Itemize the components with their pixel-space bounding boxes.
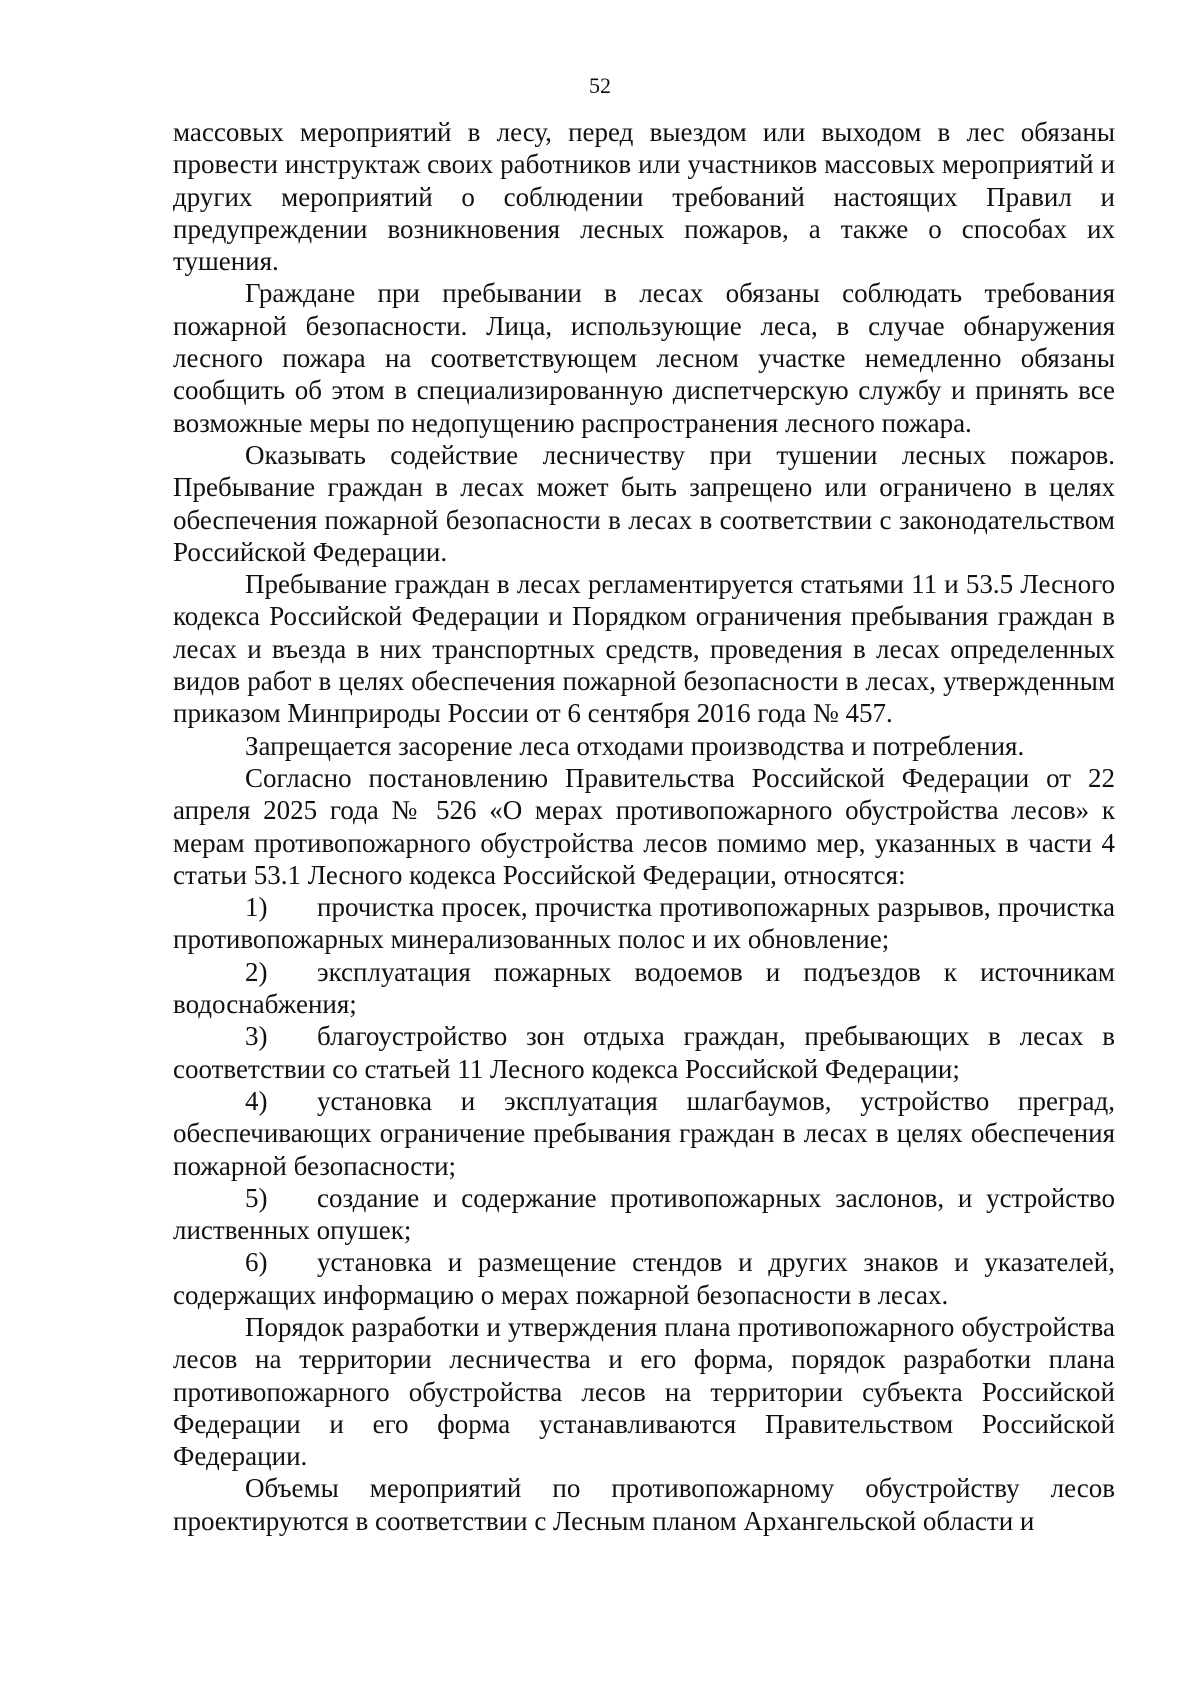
paragraph-5: Запрещается засорение леса отходами производства и потребления. (245, 730, 1025, 761)
list-item-2 (173, 956, 1115, 1021)
list-number: 2) (245, 956, 268, 987)
paragraph-6: Согласно постановлению Правительства Российской Федерации от 22 апреля 2025 года № 526 «О мерах противопожарного обустройства лесов» к мерам противопожарного обустройства лесов помимо мер, указанных в части 4 статьи 53.1 Лесного кодекса Российской Федерации, относятся: (173, 762, 1115, 890)
paragraph-1: массовых мероприятий в лесу, перед выездом или выходом в лес обязаны провести инструктаж своих работников или участников массовых мероприятий и других мероприятий о соблюдении требований настоящих Правил и предупреждении возникновения лесных пожаров, а также о способах их тушения. (173, 117, 1115, 277)
page-number: 52 (589, 73, 611, 98)
paragraph-3: Оказывать содействие лесничеству при тушении лесных пожаров. Пребывание граждан в лесах может быть запрещено или ограничено в целях обеспечения пожарной безопасности в лесах в соответствии с законодательством Российской Федерации. (173, 439, 1115, 567)
list-text: благоустройство зон отдыха граждан, пребывающих в лесах в соответствии со статьей 11 Лесного кодекса Российской Федерации; (173, 1021, 1115, 1084)
list-number: 6) (245, 1247, 268, 1278)
list-item-6 (173, 1246, 1115, 1311)
list-number: 4) (245, 1085, 268, 1116)
paragraph-8: Объемы мероприятий по противопожарному обустройству лесов проектируются в соответствии с Лесным планом Архангельской области и (173, 1473, 1115, 1536)
list-number: 5) (245, 1182, 268, 1213)
list-item-3 (173, 1020, 1115, 1085)
paragraph-7: Порядок разработки и утверждения плана противопожарного обустройства лесов на территории лесничества и его форма, порядок разработки плана противопожарного обустройства лесов на территории субъекта Российской Федерации и его форма устанавливаются Правительством Российской Федерации. (173, 1311, 1115, 1472)
list-item-4 (173, 1085, 1115, 1182)
paragraph-4: Пребывание граждан в лесах регламентируется статьями 11 и 53.5 Лесного кодекса Российской Федерации и Порядком ограничения пребывания граждан в лесах и въезда в них транспортных средств, проведения в лесах определенных видов работ в целях обеспечения пожарной безопасности в лесах, утвержденным приказом Минприроды России от 6 сентября 2016 года № 457. (173, 569, 1115, 729)
paragraph-2: Граждане при пребывании в лесах обязаны соблюдать требования пожарной безопасности. Лица, использующие леса, в случае обнаружения лесного пожара на соответствующем лесном участке немедленно обязаны сообщить об этом в специализированную диспетчерскую службу и принять все возможные меры по недопущению распространения лесного пожара. (173, 278, 1115, 438)
list-item-5 (173, 1182, 1115, 1247)
list-number: 3) (245, 1021, 268, 1052)
list-text: установка и эксплуатация шлагбаумов, устройство преград, обеспечивающих ограничение пребывания граждан в лесах в целях обеспечения пожарной безопасности; (173, 1085, 1115, 1181)
document-body (173, 116, 1115, 1537)
list-text: установка и размещение стендов и других знаков и указателей, содержащих информацию о мерах пожарной безопасности в лесах. (173, 1247, 1115, 1310)
list-text: прочистка просек, прочистка противопожарных разрывов, прочистка противопожарных минерализованных полос и их обновление; (173, 892, 1115, 955)
list-item-1 (173, 891, 1115, 956)
list-text: создание и содержание противопожарных заслонов, и устройство лиственных опушек; (173, 1182, 1115, 1246)
list-text: эксплуатация пожарных водоемов и подъездов к источникам водоснабжения; (173, 956, 1115, 1020)
list-number: 1) (245, 892, 268, 923)
